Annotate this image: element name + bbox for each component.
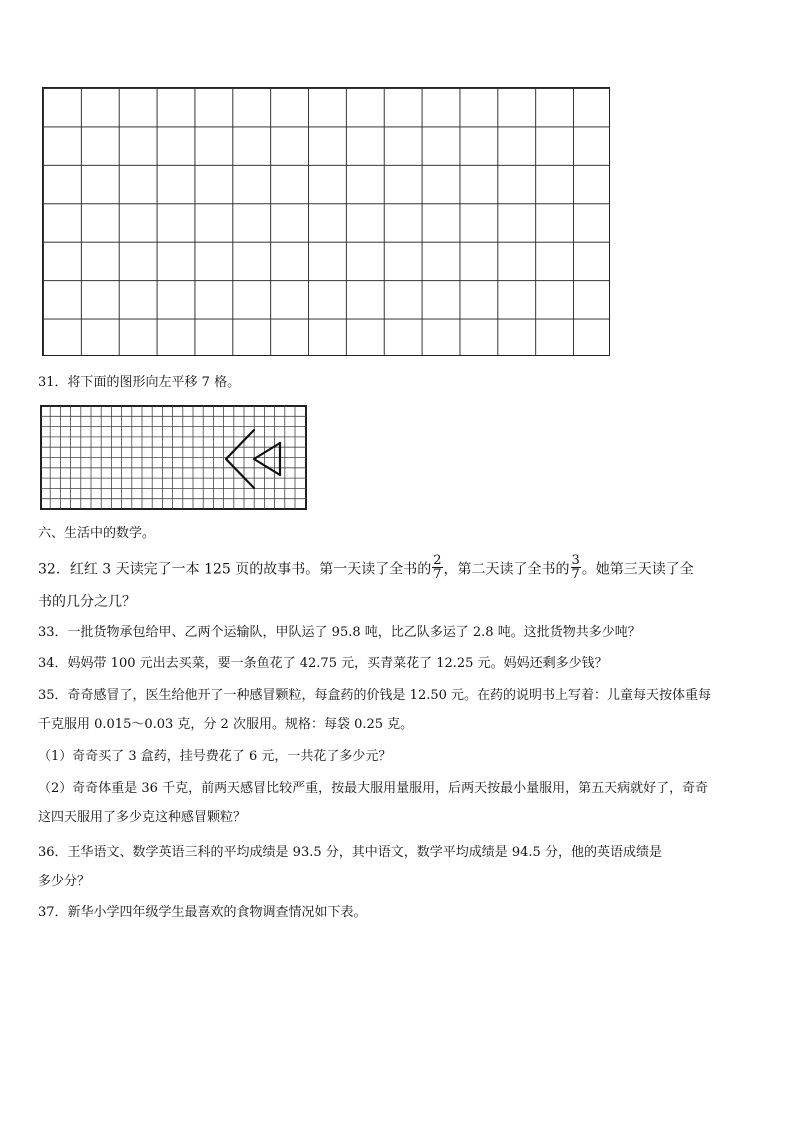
question-32-line-2: 书的几分之几？ (38, 594, 136, 610)
question-36-line-1: 36．王华语文、数学英语三科的平均成绩是 93.5 分，其中语文，数学平均成绩是 94.5 分，他的英语成绩是 (38, 845, 662, 860)
q32-text-3: 。她第三天读了全 (581, 561, 694, 578)
question-37: 37．新华小学四年级学生最喜欢的食物调查情况如下表。 (38, 905, 367, 920)
question-32 (38, 553, 694, 583)
question-35-line-2: 千克服用 0.015～0.03 克，分 2 次服用。规格：每袋 0.25 克。 (38, 717, 414, 732)
q32-text-1: 32．红红 3 天读完了一本 125 页的故事书。第一天读了全书的 (38, 561, 432, 578)
grid-lines (41, 406, 306, 509)
q32-text-2: ，第二天读了全书的 (443, 561, 570, 578)
fraction-3-7: $\frac{3}{7}$ (571, 553, 580, 582)
question-35-line-1: 35．奇奇感冒了，医生给他开了一种感冒颗粒，每盒药的价钱是 12.50 元。在药的说明书上写着：儿童每天按体重每 (38, 688, 712, 703)
question-31: 31．将下面的图形向左平移 7 格。 (38, 375, 241, 390)
question-33: 33．一批货物承包给甲、乙两个运输队，甲队运了 95.8 吨，比乙队多运了 2.8 吨。这批货物共多少吨？ (38, 625, 641, 640)
question-35-sub-1: （1）奇奇买了 3 盒药，挂号费花了 6 元，一共花了多少元？ (38, 749, 392, 764)
question-34: 34．妈妈带 100 元出去买菜，要一条鱼花了 42.75 元，买青菜花了 12.25 元。妈妈还剩多少钱？ (38, 656, 608, 671)
section-6-heading: 六、生活中的数学。 (38, 526, 156, 541)
answer-grid (42, 87, 610, 356)
question-35-sub-2-line-1: （2）奇奇体重是 36 千克，前两天感冒比较严重，按最大服用量服用，后两天按最小量服用，第五天病就好了，奇奇 (38, 781, 709, 796)
question-35-sub-2-line-2: 这四天服用了多少克这种感冒颗粒？ (38, 810, 247, 825)
translation-grid-figure (40, 405, 308, 511)
question-36-line-2: 多少分？ (38, 874, 91, 889)
fraction-2-7: $\frac{2}{7}$ (433, 553, 442, 582)
